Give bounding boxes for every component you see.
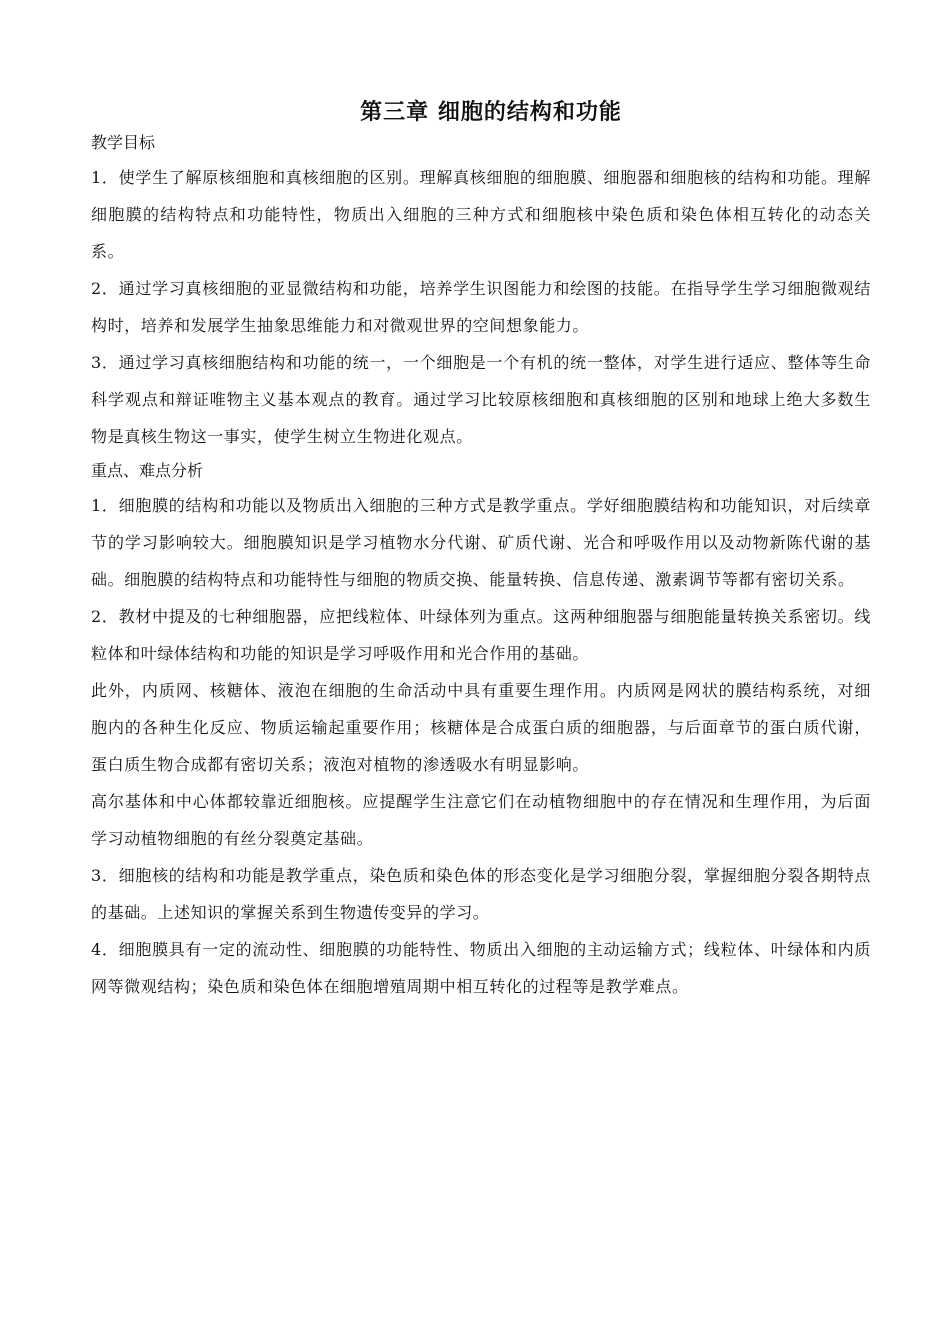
chapter-title: 第三章 细胞的结构和功能 (360, 100, 622, 125)
section-teaching-goals (91, 127, 871, 455)
section-heading-key-difficult-points: 重点、难点分析 (91, 461, 204, 480)
goal-paragraph-3: 3．通过学习真核细胞结构和功能的统一，一个细胞是一个有机的统一整体，对学生进行适应、整体等生命科学观点和辩证唯物主义基本观点的教育。通过学习比较原核细胞和真核细胞的区别和地球上绝大多数生物是真核生物这一事实，使学生树立生物进化观点。 (91, 353, 871, 446)
section-key-difficult-points (91, 455, 871, 1005)
goal-paragraph-2: 2．通过学习真核细胞的亚显微结构和功能，培养学生识图能力和绘图的技能。在指导学生学习细胞微观结构时，培养和发展学生抽象思维能力和对微观世界的空间想象能力。 (91, 279, 871, 335)
key-paragraph-1: 1．细胞膜的结构和功能以及物质出入细胞的三种方式是教学重点。学好细胞膜结构和功能知识，对后续章节的学习影响较大。细胞膜知识是学习植物水分代谢、矿质代谢、光合和呼吸作用以及动物新陈代谢的基础。细胞膜的结构特点和功能特性与细胞的物质交换、能量转换、信息传递、激素调节等都有密切关系。 (91, 496, 871, 589)
goal-paragraph-1: 1．使学生了解原核细胞和真核细胞的区别。理解真核细胞的细胞膜、细胞器和细胞核的结构和功能。理解细胞膜的结构特点和功能特性，物质出入细胞的三种方式和细胞核中染色质和染色体相互转化的动态关系。 (91, 168, 871, 261)
section-heading-teaching-goals: 教学目标 (91, 133, 156, 152)
key-paragraph-5: 3．细胞核的结构和功能是教学重点，染色质和染色体的形态变化是学习细胞分裂，掌握细胞分裂各期特点的基础。上述知识的掌握关系到生物遗传变异的学习。 (91, 866, 871, 922)
key-paragraph-6: 4．细胞膜具有一定的流动性、细胞膜的功能特性、物质出入细胞的主动运输方式；线粒体、叶绿体和内质网等微观结构；染色质和染色体在细胞增殖周期中相互转化的过程等是教学难点。 (91, 940, 871, 996)
key-paragraph-4: 高尔基体和中心体都较靠近细胞核。应提醒学生注意它们在动植物细胞中的存在情况和生理作用，为后面学习动植物细胞的有丝分裂奠定基础。 (91, 792, 871, 848)
key-paragraph-2: 2．教材中提及的七种细胞器，应把线粒体、叶绿体列为重点。这两种细胞器与细胞能量转换关系密切。线粒体和叶绿体结构和功能的知识是学习呼吸作用和光合作用的基础。 (91, 607, 871, 663)
key-paragraph-3: 此外，内质网、核糖体、液泡在细胞的生命活动中具有重要生理作用。内质网是网状的膜结构系统，对细胞内的各种生化反应、物质运输起重要作用；核糖体是合成蛋白质的细胞器，与后面章节的蛋白质代谢，蛋白质生物合成都有密切关系；液泡对植物的渗透吸水有明显影响。 (91, 681, 871, 774)
document-page (91, 95, 871, 1005)
